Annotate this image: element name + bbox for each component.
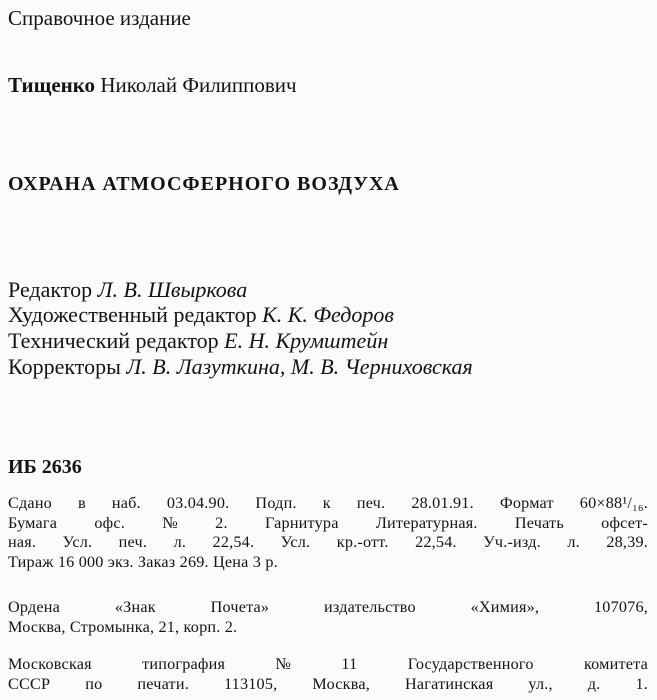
- credit-role: Корректоры: [8, 354, 121, 379]
- publisher-line: Москва, Стромынка, 21, корп. 2.: [8, 618, 238, 636]
- credit-name: К. К. Федоров: [262, 302, 394, 327]
- credit-art-editor: [8, 302, 394, 328]
- imprint-line: ная. Усл. печ. л. 22,54. Усл. кр.-отт. 22,54. Уч.-изд. л. 28,39.: [8, 533, 648, 551]
- printer-line: Московская типография № 11 Государственного комитета: [8, 655, 648, 673]
- book-title: ОХРАНА АТМОСФЕРНОГО ВОЗДУХА: [8, 173, 400, 195]
- credit-role: Технический редактор: [8, 328, 219, 353]
- credit-technical-editor: [8, 328, 388, 354]
- imprint-line: Тираж 16 000 экз. Заказ 269. Цена 3 р.: [8, 553, 278, 571]
- imprint-line: Сдано в наб. 03.04.90. Подп. к печ. 28.01.91. Формат 60×88¹/₁₆.: [8, 494, 648, 512]
- credit-role: Художественный редактор: [8, 302, 257, 327]
- imprint-line: Бумага офс. № 2. Гарнитура Литературная. Печать офсет-: [8, 514, 648, 532]
- publisher-line: Ордена «Знак Почета» издательство «Химия», 107076,: [8, 598, 648, 616]
- ib-number: ИБ 2636: [8, 456, 82, 478]
- credit-name: Л. В. Лазуткина, М. В. Черниховская: [126, 354, 473, 379]
- printer-line: СССР по печати. 113105, Москва, Нагатинская ул., д. 1.: [8, 675, 648, 693]
- author-surname: Тищенко: [8, 73, 96, 97]
- credit-proofreaders: [8, 354, 473, 380]
- author-line: [8, 73, 297, 98]
- edition-type: Справочное издание: [8, 6, 191, 30]
- credit-name: Л. В. Швыркова: [97, 277, 248, 302]
- credit-editor: [8, 277, 247, 303]
- credit-role: Редактор: [8, 277, 93, 302]
- credit-name: Е. Н. Крумштейн: [224, 328, 389, 353]
- author-given-names: Николай Филиппович: [100, 73, 297, 97]
